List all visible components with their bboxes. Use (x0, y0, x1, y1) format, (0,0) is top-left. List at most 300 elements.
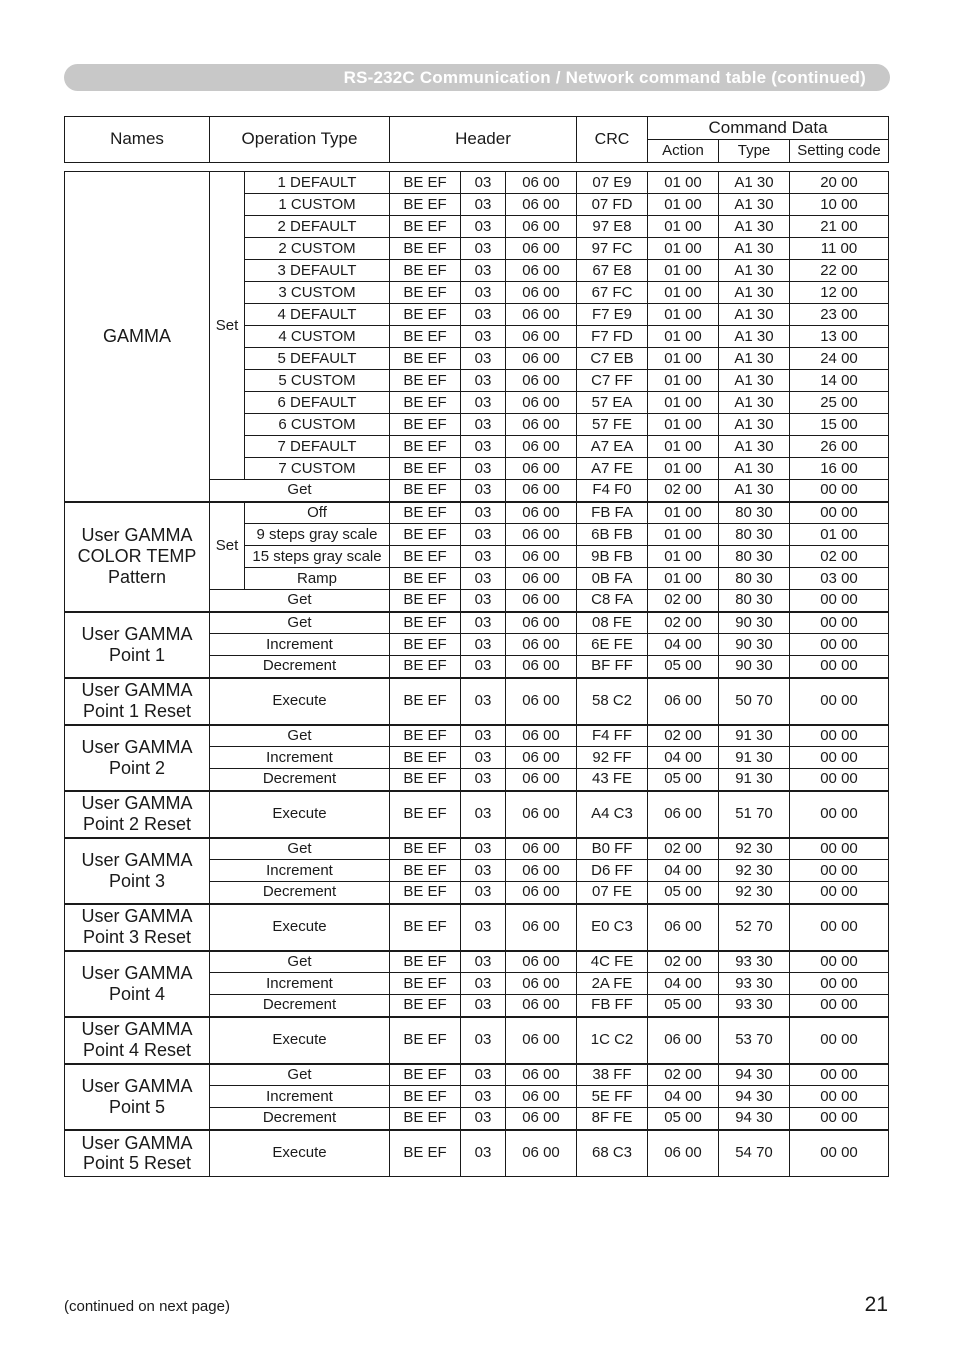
setting-code-cell: 00 00 (790, 951, 889, 973)
crc-cell: C7 FF (577, 370, 648, 392)
operation-type: 7 DEFAULT (245, 436, 390, 458)
crc-cell: 57 FE (577, 414, 648, 436)
header-cell-1: BE EF (390, 194, 461, 216)
type-cell: 93 30 (719, 995, 790, 1017)
setting-code-cell: 00 00 (790, 612, 889, 634)
col-names: Names (65, 117, 210, 163)
operation-type: Get (210, 725, 390, 747)
crc-cell: 0B FA (577, 568, 648, 590)
setting-code-cell: 24 00 (790, 348, 889, 370)
crc-cell: A7 EA (577, 436, 648, 458)
operation-type: Execute (210, 1130, 390, 1177)
header-cell-2: 03 (461, 392, 506, 414)
operation-type: 9 steps gray scale (245, 524, 390, 546)
header-cell-2: 03 (461, 546, 506, 568)
setting-code-cell: 00 00 (790, 634, 889, 656)
crc-cell: FB FA (577, 502, 648, 524)
header-cell-3: 06 00 (506, 458, 577, 480)
setting-code-cell: 02 00 (790, 546, 889, 568)
action-cell: 05 00 (648, 1108, 719, 1130)
setting-code-cell: 00 00 (790, 860, 889, 882)
header-cell-2: 03 (461, 1017, 506, 1064)
type-cell: A1 30 (719, 304, 790, 326)
header-cell-1: BE EF (390, 725, 461, 747)
header-cell-3: 06 00 (506, 612, 577, 634)
table-row (65, 502, 889, 524)
header-cell-3: 06 00 (506, 568, 577, 590)
header-cell-2: 03 (461, 436, 506, 458)
action-cell: 01 00 (648, 238, 719, 260)
crc-cell: 67 FC (577, 282, 648, 304)
action-cell: 06 00 (648, 1017, 719, 1064)
setting-code-cell: 00 00 (790, 480, 889, 502)
header-cell-2: 03 (461, 769, 506, 791)
action-cell: 01 00 (648, 458, 719, 480)
header-cell-2: 03 (461, 634, 506, 656)
table-row (65, 1017, 889, 1064)
table-row (65, 838, 889, 860)
setting-code-cell: 26 00 (790, 436, 889, 458)
header-cell-2: 03 (461, 304, 506, 326)
col-action: Action (648, 140, 719, 163)
type-cell: A1 30 (719, 348, 790, 370)
operation-type: Decrement (210, 1108, 390, 1130)
command-name: User GAMMA Point 3 (65, 838, 210, 904)
action-cell: 06 00 (648, 791, 719, 838)
type-cell: 80 30 (719, 590, 790, 612)
action-cell: 02 00 (648, 612, 719, 634)
operation-type: 2 CUSTOM (245, 238, 390, 260)
col-header: Header (390, 117, 577, 163)
crc-cell: F7 E9 (577, 304, 648, 326)
operation-type: Get (210, 951, 390, 973)
header-cell-3: 06 00 (506, 282, 577, 304)
header-cell-2: 03 (461, 882, 506, 904)
operation-type: Increment (210, 1086, 390, 1108)
type-cell: A1 30 (719, 392, 790, 414)
command-table (64, 171, 889, 1177)
action-cell: 04 00 (648, 860, 719, 882)
type-cell: 92 30 (719, 838, 790, 860)
page-number: 21 (864, 1293, 888, 1316)
header-cell-1: BE EF (390, 348, 461, 370)
header-cell-1: BE EF (390, 480, 461, 502)
setting-code-cell: 00 00 (790, 1017, 889, 1064)
setting-code-cell: 00 00 (790, 678, 889, 725)
header-cell-2: 03 (461, 656, 506, 678)
header-cell-3: 06 00 (506, 216, 577, 238)
header-cell-3: 06 00 (506, 326, 577, 348)
crc-cell: 08 FE (577, 612, 648, 634)
type-cell: 91 30 (719, 747, 790, 769)
header-cell-2: 03 (461, 838, 506, 860)
table-row (65, 172, 889, 194)
header-cell-3: 06 00 (506, 995, 577, 1017)
header-cell-1: BE EF (390, 1017, 461, 1064)
crc-cell: 9B FB (577, 546, 648, 568)
header-cell-3: 06 00 (506, 502, 577, 524)
type-cell: 92 30 (719, 860, 790, 882)
crc-cell: 68 C3 (577, 1130, 648, 1177)
operation-type: Get (210, 838, 390, 860)
header-cell-1: BE EF (390, 282, 461, 304)
operation-type: 5 CUSTOM (245, 370, 390, 392)
header-cell-3: 06 00 (506, 414, 577, 436)
action-cell: 04 00 (648, 634, 719, 656)
type-cell: A1 30 (719, 458, 790, 480)
action-cell: 01 00 (648, 326, 719, 348)
type-cell: A1 30 (719, 282, 790, 304)
type-cell: 94 30 (719, 1064, 790, 1086)
header-cell-2: 03 (461, 725, 506, 747)
header-cell-2: 03 (461, 348, 506, 370)
action-cell: 01 00 (648, 546, 719, 568)
header-cell-2: 03 (461, 860, 506, 882)
action-cell: 05 00 (648, 656, 719, 678)
operation-type: Execute (210, 791, 390, 838)
operation-group: Set (210, 172, 245, 480)
header-cell-3: 06 00 (506, 1017, 577, 1064)
header-cell-3: 06 00 (506, 678, 577, 725)
header-cell-3: 06 00 (506, 882, 577, 904)
type-cell: 90 30 (719, 612, 790, 634)
header-cell-2: 03 (461, 502, 506, 524)
header-cell-3: 06 00 (506, 1086, 577, 1108)
type-cell: A1 30 (719, 216, 790, 238)
header-cell-2: 03 (461, 194, 506, 216)
header-cell-2: 03 (461, 414, 506, 436)
action-cell: 02 00 (648, 480, 719, 502)
header-cell-3: 06 00 (506, 194, 577, 216)
header-cell-1: BE EF (390, 634, 461, 656)
operation-type: Get (210, 590, 390, 612)
crc-cell: 6B FB (577, 524, 648, 546)
crc-cell: 38 FF (577, 1064, 648, 1086)
header-cell-1: BE EF (390, 860, 461, 882)
operation-type: 3 CUSTOM (245, 282, 390, 304)
header-cell-3: 06 00 (506, 1130, 577, 1177)
crc-cell: 97 E8 (577, 216, 648, 238)
command-name: User GAMMA Point 5 (65, 1064, 210, 1130)
action-cell: 01 00 (648, 414, 719, 436)
operation-type: Off (245, 502, 390, 524)
header-cell-2: 03 (461, 480, 506, 502)
operation-type: 6 CUSTOM (245, 414, 390, 436)
type-cell: 93 30 (719, 951, 790, 973)
type-cell: A1 30 (719, 480, 790, 502)
setting-code-cell: 22 00 (790, 260, 889, 282)
table-row (65, 1064, 889, 1086)
header-cell-3: 06 00 (506, 436, 577, 458)
col-command-data: Command Data (648, 117, 889, 140)
continued-note: (continued on next page) (64, 1298, 230, 1315)
operation-type: Ramp (245, 568, 390, 590)
header-cell-2: 03 (461, 1064, 506, 1086)
setting-code-cell: 00 00 (790, 1064, 889, 1086)
setting-code-cell: 23 00 (790, 304, 889, 326)
action-cell: 01 00 (648, 194, 719, 216)
action-cell: 01 00 (648, 436, 719, 458)
operation-type: Execute (210, 1017, 390, 1064)
header-cell-2: 03 (461, 370, 506, 392)
action-cell: 01 00 (648, 524, 719, 546)
type-cell: 53 70 (719, 1017, 790, 1064)
header-cell-1: BE EF (390, 1064, 461, 1086)
header-cell-2: 03 (461, 1086, 506, 1108)
header-cell-2: 03 (461, 260, 506, 282)
header-cell-2: 03 (461, 747, 506, 769)
operation-type: 15 steps gray scale (245, 546, 390, 568)
header-cell-3: 06 00 (506, 791, 577, 838)
type-cell: A1 30 (719, 414, 790, 436)
table-row (65, 612, 889, 634)
action-cell: 05 00 (648, 995, 719, 1017)
type-cell: A1 30 (719, 370, 790, 392)
header-cell-1: BE EF (390, 838, 461, 860)
setting-code-cell: 00 00 (790, 973, 889, 995)
crc-cell: A7 FE (577, 458, 648, 480)
type-cell: 92 30 (719, 882, 790, 904)
header-cell-1: BE EF (390, 678, 461, 725)
header-cell-2: 03 (461, 904, 506, 951)
header-cell-2: 03 (461, 458, 506, 480)
command-name: User GAMMA Point 5 Reset (65, 1130, 210, 1177)
action-cell: 05 00 (648, 882, 719, 904)
setting-code-cell: 14 00 (790, 370, 889, 392)
command-name: User GAMMA Point 2 Reset (65, 791, 210, 838)
action-cell: 06 00 (648, 904, 719, 951)
command-name: User GAMMA Point 2 (65, 725, 210, 791)
header-cell-3: 06 00 (506, 838, 577, 860)
header-cell-1: BE EF (390, 546, 461, 568)
header-cell-2: 03 (461, 612, 506, 634)
header-cell-1: BE EF (390, 502, 461, 524)
header-cell-2: 03 (461, 282, 506, 304)
table-row (65, 951, 889, 973)
action-cell: 05 00 (648, 769, 719, 791)
header-cell-2: 03 (461, 524, 506, 546)
setting-code-cell: 00 00 (790, 904, 889, 951)
crc-cell: 1C C2 (577, 1017, 648, 1064)
header-cell-3: 06 00 (506, 370, 577, 392)
crc-cell: 67 E8 (577, 260, 648, 282)
header-cell-3: 06 00 (506, 348, 577, 370)
header-cell-2: 03 (461, 951, 506, 973)
crc-cell: BF FF (577, 656, 648, 678)
header-cell-3: 06 00 (506, 1108, 577, 1130)
table-row (65, 791, 889, 838)
operation-type: Decrement (210, 995, 390, 1017)
crc-cell: C8 FA (577, 590, 648, 612)
type-cell: 94 30 (719, 1086, 790, 1108)
type-cell: 80 30 (719, 568, 790, 590)
operation-type: 5 DEFAULT (245, 348, 390, 370)
header-cell-3: 06 00 (506, 973, 577, 995)
command-table-header (64, 116, 889, 163)
header-cell-2: 03 (461, 326, 506, 348)
operation-type: 1 DEFAULT (245, 172, 390, 194)
crc-cell: 58 C2 (577, 678, 648, 725)
action-cell: 04 00 (648, 973, 719, 995)
crc-cell: 43 FE (577, 769, 648, 791)
header-cell-2: 03 (461, 568, 506, 590)
header-cell-1: BE EF (390, 392, 461, 414)
header-cell-2: 03 (461, 1130, 506, 1177)
operation-type: Execute (210, 678, 390, 725)
type-cell: 80 30 (719, 546, 790, 568)
type-cell: 51 70 (719, 791, 790, 838)
header-cell-3: 06 00 (506, 860, 577, 882)
crc-cell: E0 C3 (577, 904, 648, 951)
action-cell: 04 00 (648, 1086, 719, 1108)
header-cell-1: BE EF (390, 995, 461, 1017)
action-cell: 02 00 (648, 1064, 719, 1086)
action-cell: 01 00 (648, 216, 719, 238)
header-cell-3: 06 00 (506, 238, 577, 260)
operation-type: 2 DEFAULT (245, 216, 390, 238)
action-cell: 02 00 (648, 590, 719, 612)
setting-code-cell: 00 00 (790, 1130, 889, 1177)
setting-code-cell: 00 00 (790, 502, 889, 524)
operation-type: Increment (210, 860, 390, 882)
setting-code-cell: 00 00 (790, 725, 889, 747)
header-cell-3: 06 00 (506, 392, 577, 414)
type-cell: 91 30 (719, 725, 790, 747)
operation-group: Set (210, 502, 245, 590)
operation-type: Get (210, 480, 390, 502)
header-cell-1: BE EF (390, 769, 461, 791)
header-cell-3: 06 00 (506, 725, 577, 747)
setting-code-cell: 03 00 (790, 568, 889, 590)
setting-code-cell: 00 00 (790, 882, 889, 904)
setting-code-cell: 15 00 (790, 414, 889, 436)
header-cell-2: 03 (461, 172, 506, 194)
setting-code-cell: 13 00 (790, 326, 889, 348)
header-cell-2: 03 (461, 678, 506, 725)
setting-code-cell: 16 00 (790, 458, 889, 480)
header-cell-1: BE EF (390, 1130, 461, 1177)
action-cell: 02 00 (648, 725, 719, 747)
action-cell: 01 00 (648, 304, 719, 326)
header-cell-2: 03 (461, 791, 506, 838)
crc-cell: 5E FF (577, 1086, 648, 1108)
crc-cell: F4 FF (577, 725, 648, 747)
header-cell-1: BE EF (390, 747, 461, 769)
type-cell: 80 30 (719, 524, 790, 546)
header-cell-1: BE EF (390, 1086, 461, 1108)
header-cell-2: 03 (461, 995, 506, 1017)
type-cell: 80 30 (719, 502, 790, 524)
type-cell: A1 30 (719, 194, 790, 216)
header-cell-1: BE EF (390, 590, 461, 612)
crc-cell: D6 FF (577, 860, 648, 882)
operation-type: 4 DEFAULT (245, 304, 390, 326)
setting-code-cell: 12 00 (790, 282, 889, 304)
setting-code-cell: 20 00 (790, 172, 889, 194)
crc-cell: 07 E9 (577, 172, 648, 194)
setting-code-cell: 00 00 (790, 838, 889, 860)
action-cell: 02 00 (648, 951, 719, 973)
header-cell-1: BE EF (390, 172, 461, 194)
header-cell-2: 03 (461, 590, 506, 612)
type-cell: 90 30 (719, 634, 790, 656)
setting-code-cell: 21 00 (790, 216, 889, 238)
header-cell-3: 06 00 (506, 747, 577, 769)
crc-cell: 4C FE (577, 951, 648, 973)
col-crc: CRC (577, 117, 648, 163)
col-setting-code: Setting code (790, 140, 889, 163)
col-type: Type (719, 140, 790, 163)
operation-type: 4 CUSTOM (245, 326, 390, 348)
operation-type: 7 CUSTOM (245, 458, 390, 480)
table-row (65, 725, 889, 747)
header-cell-2: 03 (461, 973, 506, 995)
header-cell-3: 06 00 (506, 172, 577, 194)
action-cell: 06 00 (648, 678, 719, 725)
operation-type: 1 CUSTOM (245, 194, 390, 216)
type-cell: 54 70 (719, 1130, 790, 1177)
action-cell: 01 00 (648, 282, 719, 304)
crc-cell: 8F FE (577, 1108, 648, 1130)
col-operation-type: Operation Type (210, 117, 390, 163)
operation-type: Decrement (210, 769, 390, 791)
type-cell: A1 30 (719, 436, 790, 458)
command-name: User GAMMA COLOR TEMP Pattern (65, 502, 210, 612)
header-cell-3: 06 00 (506, 656, 577, 678)
header-cell-2: 03 (461, 238, 506, 260)
header-cell-1: BE EF (390, 904, 461, 951)
setting-code-cell: 00 00 (790, 769, 889, 791)
setting-code-cell: 00 00 (790, 1108, 889, 1130)
action-cell: 06 00 (648, 1130, 719, 1177)
type-cell: 91 30 (719, 769, 790, 791)
header-cell-1: BE EF (390, 304, 461, 326)
header-cell-1: BE EF (390, 524, 461, 546)
operation-type: Decrement (210, 656, 390, 678)
setting-code-cell: 00 00 (790, 747, 889, 769)
header-cell-1: BE EF (390, 882, 461, 904)
header-cell-1: BE EF (390, 436, 461, 458)
header-cell-3: 06 00 (506, 304, 577, 326)
setting-code-cell: 00 00 (790, 791, 889, 838)
header-cell-1: BE EF (390, 568, 461, 590)
crc-cell: 92 FF (577, 747, 648, 769)
header-cell-1: BE EF (390, 370, 461, 392)
header-cell-1: BE EF (390, 973, 461, 995)
table-row (65, 904, 889, 951)
crc-cell: 6E FE (577, 634, 648, 656)
action-cell: 01 00 (648, 370, 719, 392)
operation-type: Increment (210, 634, 390, 656)
crc-cell: FB FF (577, 995, 648, 1017)
command-name: User GAMMA Point 4 Reset (65, 1017, 210, 1064)
header-cell-1: BE EF (390, 326, 461, 348)
type-cell: A1 30 (719, 326, 790, 348)
setting-code-cell: 25 00 (790, 392, 889, 414)
crc-cell: A4 C3 (577, 791, 648, 838)
header-cell-2: 03 (461, 1108, 506, 1130)
header-cell-3: 06 00 (506, 951, 577, 973)
header-cell-3: 06 00 (506, 480, 577, 502)
table-row (65, 678, 889, 725)
header-cell-3: 06 00 (506, 634, 577, 656)
operation-type: Increment (210, 973, 390, 995)
header-cell-1: BE EF (390, 656, 461, 678)
setting-code-cell: 01 00 (790, 524, 889, 546)
type-cell: 52 70 (719, 904, 790, 951)
header-cell-1: BE EF (390, 951, 461, 973)
operation-type: Get (210, 612, 390, 634)
